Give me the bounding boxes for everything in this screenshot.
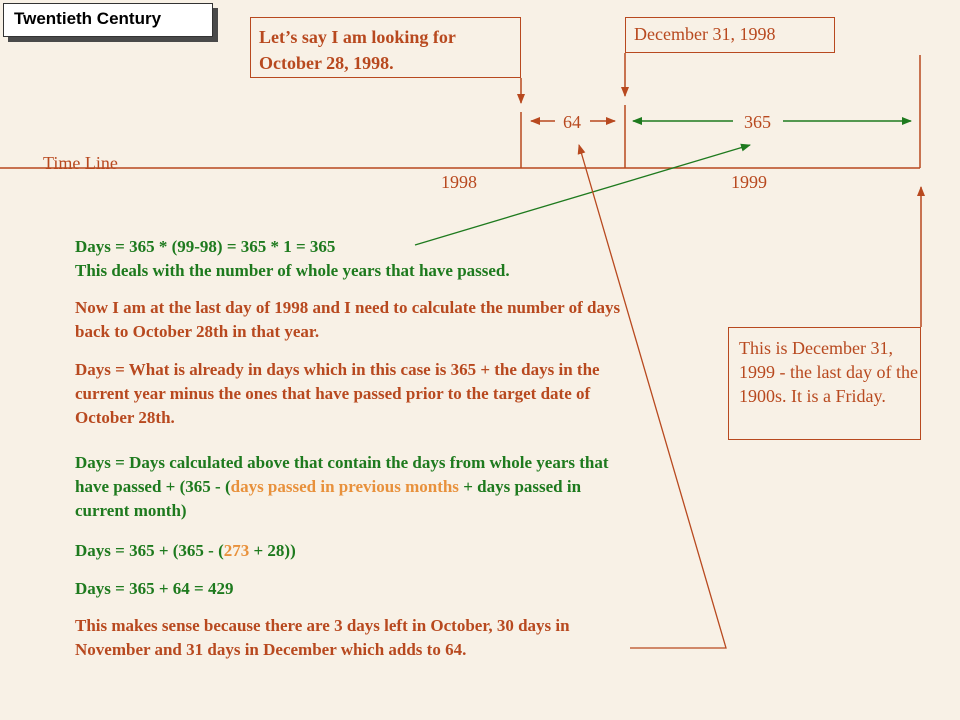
equation-273: 273 xyxy=(223,541,250,560)
year-1998-label: 1998 xyxy=(441,172,477,192)
callout-december-1998: December 31, 1998 xyxy=(625,17,835,53)
callout-december-1999: This is December 31, 1999 - the last day of the 1900s. It is a Friday. xyxy=(728,327,921,440)
year-1999-label: 1999 xyxy=(731,172,767,192)
paragraph-sense-check: This makes sense because there are 3 days left in October, 30 days in November and 31 days in December which adds to 64. xyxy=(75,616,570,659)
equation-days-expanded-part3: + 28)) xyxy=(249,541,296,560)
formula-whole-years: Days = 365 * (99-98) = 365 * 1 = 365 xyxy=(75,237,336,256)
span-365-label: 365 xyxy=(744,112,771,132)
whole-years-note: This deals with the number of whole years that have passed. xyxy=(75,261,510,280)
equation-days-total: Days = 365 + 64 = 429 xyxy=(75,579,234,598)
equation-days-expanded xyxy=(75,539,615,563)
timeline-label: Time Line xyxy=(43,153,118,173)
equation-days-expanded-part1: Days = 365 + (365 - ( xyxy=(75,541,224,560)
paragraph-days-calculated-part3: + days passed in current month) xyxy=(75,477,582,520)
paragraph-days-calculated-part1: Days = Days calculated above that contain the days from whole years that have passed + (365 - ( xyxy=(75,453,609,496)
span-64-label: 64 xyxy=(563,112,581,132)
arrow-formula-to-365 xyxy=(415,145,750,245)
previous-months-phrase: days passed in previous months xyxy=(230,477,459,496)
paragraph-days-calculated xyxy=(75,451,615,523)
paragraph-last-day: Now I am at the last day of 1998 and I need to calculate the number of days back to October 28th in that year. xyxy=(75,298,621,341)
callout-looking-for: Let’s say I am looking for October 28, 1998. xyxy=(250,17,521,78)
slide-title: Twentieth Century xyxy=(3,3,213,37)
paragraph-days-definition: Days = What is already in days which in this case is 365 + the days in the current year minus the ones that have passed prior to the target date of October 28th. xyxy=(75,360,600,427)
